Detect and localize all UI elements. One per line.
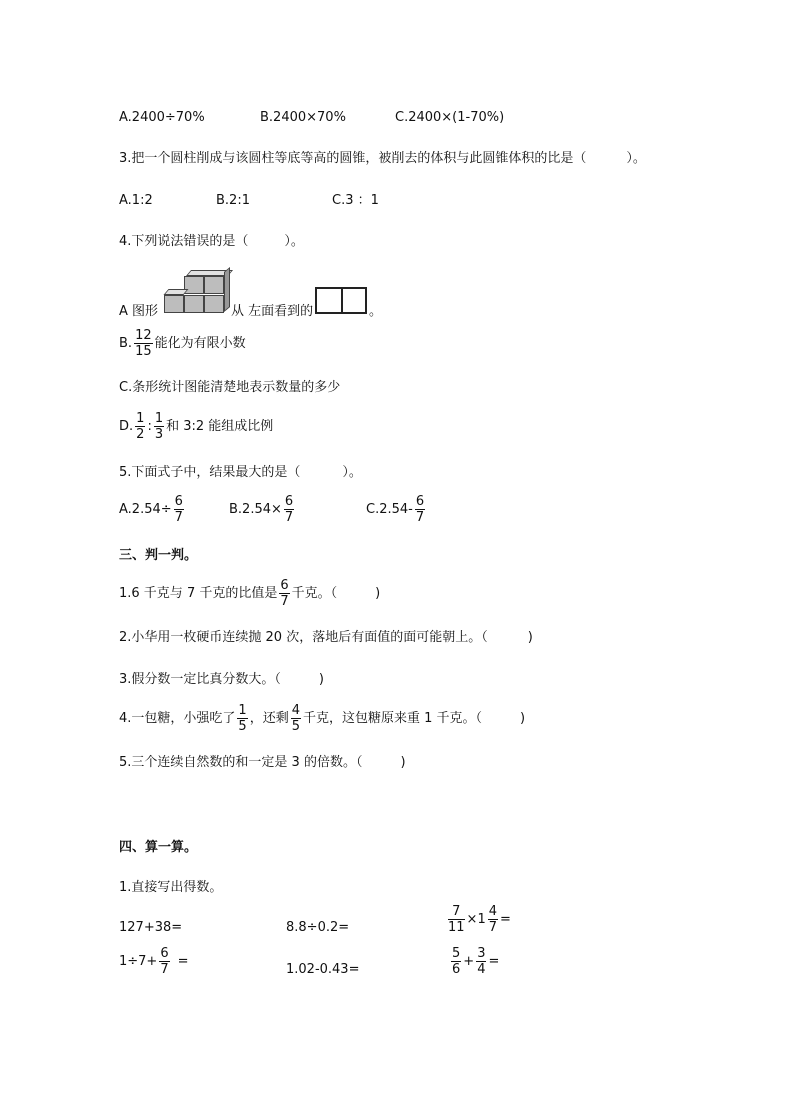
fraction — [134, 328, 153, 359]
q4-option-d-text: 和 3:2 能组成比例 — [166, 419, 274, 434]
fraction — [451, 946, 461, 977]
denominator: 7 — [284, 510, 294, 525]
q5-option-a — [119, 494, 186, 525]
q3-option-a: A.1:2 — [119, 193, 153, 208]
judge-1-close: ) — [375, 586, 381, 601]
q4-option-b — [119, 328, 246, 359]
numerator: 5 — [452, 946, 461, 961]
judge-4-close: ) — [520, 711, 526, 726]
judge-3-close: ) — [318, 672, 324, 687]
judge-5-text: 5.三个连续自然数的和一定是 3 的倍数。（ — [119, 755, 363, 770]
fraction — [476, 946, 486, 977]
numerator: 4 — [488, 904, 497, 919]
q4-stem-text: 4.下列说法错误的是（ — [119, 234, 249, 249]
judge-4-pre: 4.一包糖，小强吃了 — [119, 711, 236, 726]
judge-3-text: 3.假分数一定比真分数大。（ — [119, 672, 281, 687]
q4-option-a-pre: A 图形 — [119, 304, 159, 319]
q5-stem-text: 5.下面式子中，结果最大的是（ — [119, 465, 301, 480]
judge-item-3 — [119, 672, 324, 688]
denominator: 7 — [415, 510, 425, 525]
plus: + — [463, 954, 475, 969]
judge-5-close: ) — [400, 755, 406, 770]
fraction — [279, 578, 289, 609]
left-view-figure — [315, 287, 367, 314]
judge-item-2 — [119, 630, 533, 646]
q4-option-b-pre: B. — [119, 336, 133, 351]
section4-title: 四、算一算。 — [119, 840, 198, 855]
q4-option-b-text: 能化为有限小数 — [154, 336, 246, 351]
judge-4-post: 千克，这包糖原来重 1 千克。（ — [302, 711, 483, 726]
q3-option-c: C.3 ：1 — [332, 193, 379, 208]
fraction — [291, 703, 301, 734]
section3-title: 三、判一判。 — [119, 548, 198, 563]
equals: = — [177, 954, 189, 969]
denominator: 5 — [291, 719, 300, 734]
judge-2-text: 2.小华用一枚硬币连续抛 20 次，落地后有面值的面可能朝上。（ — [119, 630, 488, 645]
numerator: 6 — [284, 494, 294, 509]
fraction — [154, 411, 164, 442]
fraction — [174, 494, 184, 525]
times-one: ×1 — [466, 912, 486, 927]
fraction — [159, 946, 169, 977]
numerator: 1 — [238, 703, 247, 718]
cube-stack-figure — [160, 270, 230, 318]
q5-option-c — [366, 494, 427, 525]
numerator: 12 — [135, 328, 152, 343]
numerator: 6 — [280, 578, 289, 593]
calc-r1c1: 127+38= — [119, 920, 183, 935]
fraction — [237, 703, 247, 734]
calc-r2c3 — [449, 946, 499, 977]
denominator: 7 — [280, 594, 289, 609]
judge-item-1 — [119, 578, 380, 609]
fraction — [488, 904, 498, 935]
q5-option-a-pre: A.2.54÷ — [119, 502, 172, 517]
judge-item-4 — [119, 703, 525, 734]
fraction — [284, 494, 294, 525]
q4-stem — [119, 234, 304, 250]
q5-stem — [119, 465, 362, 481]
q4-option-a-end: 。 — [369, 304, 383, 319]
numerator: 1 — [136, 411, 145, 426]
numerator: 7 — [448, 904, 465, 920]
calc-r2c1-pre: 1÷7+ — [119, 954, 158, 969]
numerator: 4 — [291, 703, 300, 718]
judge-2-close: ) — [527, 630, 533, 645]
denominator: 2 — [136, 427, 145, 442]
q2-option-b: B.2400×70% — [260, 110, 346, 125]
denominator: 7 — [488, 920, 497, 935]
denominator: 6 — [452, 962, 461, 977]
calc-r2c1 — [119, 946, 189, 977]
judge-1-pre: 1.6 千克与 7 千克的比值是 — [119, 586, 278, 601]
q4-option-d-pre: D. — [119, 419, 134, 434]
denominator: 4 — [477, 962, 486, 977]
q3-stem-text: 3.把一个圆柱削成与该圆柱等底等高的圆锥，被削去的体积与此圆锥体积的比是（ — [119, 151, 587, 166]
numerator: 1 — [154, 411, 164, 426]
q4-option-a-mid: 从 左面看到的 — [231, 304, 314, 319]
section4-sub1: 1.直接写出得数。 — [119, 880, 223, 895]
q4-stem-close: ）。 — [284, 234, 304, 249]
fraction — [415, 494, 425, 525]
denominator: 3 — [154, 427, 164, 442]
denominator: 7 — [174, 510, 183, 525]
q3-stem-close: ）。 — [626, 151, 646, 166]
q3-option-b: B.2:1 — [216, 193, 250, 208]
q2-option-a: A.2400÷70% — [119, 110, 205, 125]
denominator: 7 — [160, 962, 169, 977]
q4-option-d — [119, 411, 273, 442]
equals: = — [488, 954, 500, 969]
numerator: 6 — [174, 494, 183, 509]
denominator: 11 — [448, 920, 465, 935]
denominator: 5 — [238, 719, 247, 734]
numerator: 6 — [415, 494, 425, 509]
denominator: 15 — [135, 344, 152, 359]
q5-stem-close: ）。 — [342, 465, 362, 480]
numerator: 6 — [160, 946, 169, 961]
calc-r1c3 — [446, 904, 511, 935]
fraction — [448, 904, 465, 935]
calc-r1c2: 8.8÷0.2= — [286, 920, 350, 935]
calc-r2c2: 1.02-0.43= — [286, 962, 360, 977]
numerator: 3 — [477, 946, 486, 961]
q5-option-b-pre: B.2.54× — [229, 502, 282, 517]
fraction — [135, 411, 145, 442]
q5-option-b — [229, 494, 296, 525]
equals: = — [500, 912, 511, 927]
q4-option-c: C.条形统计图能清楚地表示数量的多少 — [119, 380, 341, 395]
q3-stem — [119, 151, 646, 167]
q2-option-c: C.2400×(1-70%) — [395, 110, 505, 125]
ratio-colon: : — [147, 419, 152, 434]
q5-option-c-pre: C.2.54- — [366, 502, 413, 517]
judge-item-5 — [119, 755, 406, 771]
judge-4-mid: ，还剩 — [249, 711, 289, 726]
judge-1-post: 千克。（ — [291, 586, 338, 601]
